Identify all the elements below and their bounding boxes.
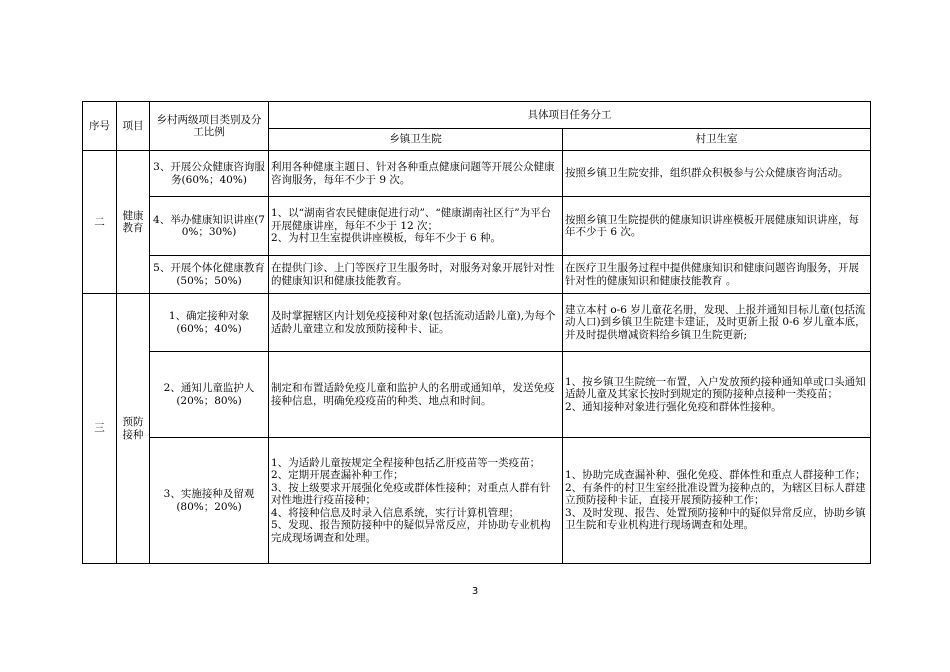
township-cell: 1、为适龄儿童按规定全程接种包括乙肝疫苗等一类疫苗； 2、定期开展查漏补种工作； 3、按上级要求开展强化免疫或群体性接种；对重点人群有针对性地进行疫苗接种； 4、将接种信息及时录入信息系统，实行计算机管理； 5、发现、报告预防接种中的疑似异常反应，并协助专业机构完成现场调查和处理。 bbox=[269, 438, 563, 564]
township-cell: 利用各种健康主题日、针对各种重点健康问题等开展公众健康咨询服务，每年不少于 9 次。 bbox=[269, 151, 563, 197]
table-row bbox=[83, 197, 871, 256]
category-cell: 2、通知儿童监护人 (20%；80%) bbox=[150, 352, 269, 438]
table-row bbox=[83, 438, 871, 564]
task-division-table bbox=[82, 101, 871, 564]
table-row bbox=[83, 352, 871, 438]
header-item: 项目 bbox=[117, 102, 150, 151]
table-row bbox=[83, 294, 871, 352]
category-cell: 3、开展公众健康咨询服务(60%；40%) bbox=[150, 151, 269, 197]
village-cell: 在医疗卫生服务过程中提供健康知识和健康问题咨询服务，开展针对性的健康知识和健康技能教育 。 bbox=[563, 256, 871, 294]
header-village: 村卫生室 bbox=[563, 129, 871, 151]
township-cell: 制定和布置适龄免疫儿童和监护人的名册或通知单，发送免疫接种信息，明确免疫疫苗的种类、地点和时间。 bbox=[269, 352, 563, 438]
header-category: 乡村两级项目类别及分工比例 bbox=[150, 102, 269, 151]
township-cell: 及时掌握辖区内计划免疫接种对象(包括流动适龄儿童),为每个适龄儿童建立和发放预防接种卡、证。 bbox=[269, 294, 563, 352]
village-cell: 1、协助完成查漏补种、强化免疫、群体性和重点人群接种工作； 2、有条件的村卫生室经批准设置为接种点的，为辖区目标人群建立预防接种卡证，直接开展预防接种工作； 3、及时发现、报告、处置预防接种中的疑似异常反应，协助乡镇卫生院和专业机构进行现场调查和处理。 bbox=[563, 438, 871, 564]
village-cell: 1、按乡镇卫生院统一布置，入户发放预约接种通知单或口头通知适龄儿童及其家长按时到规定的预防接种点接种一类疫苗； 2、通知接种对象进行强化免疫和群体性接种。 bbox=[563, 352, 871, 438]
village-cell: 按照乡镇卫生院提供的健康知识讲座模板开展健康知识讲座，每年不少于 6 次。 bbox=[563, 197, 871, 256]
table-row bbox=[83, 256, 871, 294]
section-item: 健康 教育 bbox=[117, 151, 150, 294]
header-row-top bbox=[83, 102, 871, 129]
section-seq: 三 bbox=[83, 294, 117, 564]
village-cell: 建立本村 o-6 岁儿童花名册，发现、上报并通知目标儿童(包括流动人口)到乡镇卫生院建卡建证，及时更新上报 0-6 岁儿童本底， 并及时提供增减资料给乡镇卫生院更新; bbox=[563, 294, 871, 352]
section-seq: 二 bbox=[83, 151, 117, 294]
category-cell: 1、确定接种对象 (60%；40%) bbox=[150, 294, 269, 352]
header-township: 乡镇卫生院 bbox=[269, 129, 563, 151]
table-row bbox=[83, 151, 871, 197]
township-cell: 在提供门诊、上门等医疗卫生服务时，对服务对象开展针对性的健康知识和健康技能教育。 bbox=[269, 256, 563, 294]
header-seq: 序号 bbox=[83, 102, 117, 151]
village-cell: 按照乡镇卫生院安排，组织群众积极参与公众健康咨询活动。 bbox=[563, 151, 871, 197]
category-cell: 3、实施接种及留观 (80%；20%) bbox=[150, 438, 269, 564]
category-cell: 5、开展个体化健康教育(50%；50%) bbox=[150, 256, 269, 294]
township-cell: 1、以“湖南省农民健康促进行动”、“健康湖南社区行”为平台开展健康讲座，每年不少于 12 次； 2、为村卫生室提供讲座模板，每年不少于 6 种。 bbox=[269, 197, 563, 256]
section-item: 预防 接种 bbox=[117, 294, 150, 564]
category-cell: 4、举办健康知识讲座(70%；30%) bbox=[150, 197, 269, 256]
page-number: 3 bbox=[471, 586, 479, 597]
header-division: 具体项目任务分工 bbox=[269, 102, 871, 129]
